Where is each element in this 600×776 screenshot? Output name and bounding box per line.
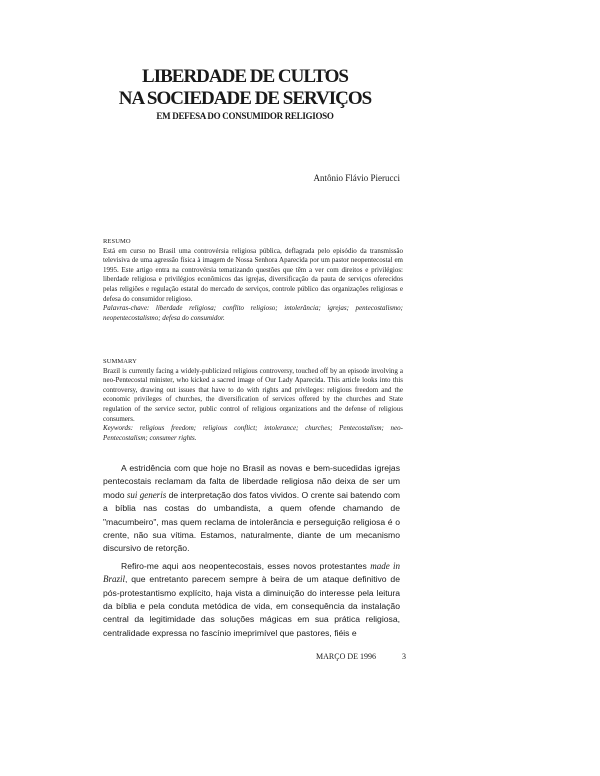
body-p1-end: de interpretação dos fatos vividos. O crente sai batendo com a bíblia nas costas do umbandista, a quem ofende chamando de "macumbeiro", mas quem reclama de intolerância e perseguição religiosa é o crente, não sua vítima. Estamos, naturalmente, diante de um mecanismo discursivo de retorção. [103, 489, 401, 554]
article-title-line-2: NA SOCIEDADE DE SERVIÇOS [118, 88, 372, 109]
article-body [103, 462, 400, 644]
summary-label: SUMMARY [103, 358, 137, 365]
article-title-line-1: LIBERDADE DE CULTOS [142, 66, 348, 87]
body-p2-end: , que entretanto parecem sempre à beira de um ataque definitivo de pós-protestantismo explícito, haja vista a diminuição do interesse pela leitura da bíblia e pela conduta metódica de vida, em consequência da instalação central da legitimidade das soluções mágicas em sua prática religiosa, centralidade expressa no fascínio imeprimível que pastores, fiéis e [103, 574, 400, 638]
body-p2-italic: made in Brazil [103, 560, 401, 585]
article-subtitle: EM DEFESA DO CONSUMIDOR RELIGIOSO [156, 111, 334, 121]
resumo-text: Está em curso no Brasil uma controvérsia religiosa pública, deflagrada pelo episódio da transmissão televisiva de uma agressão física à imagem de Nossa Senhora Aparecida por um pastor neopentecostal em 1995. Este artigo entra na controvérsia tematizando questões que têm a ver com direitos e privilégios: liberdade religiosa e privilégios econômicos das igrejas, diversificação da pauta de serviços oferecidos pelas religiões e regulação estatal do mercado de serviços, controle público das organizações religiosas e defesa do consumidor religioso. [103, 246, 403, 303]
author-name: Antônio Flávio Pierucci [313, 173, 400, 183]
body-p2-start: Refiro-me aqui aos neopentecostais, esses novos protestantes [121, 560, 371, 571]
summary-text: Brazil is currently facing a widely-publicized religious controversy, touched off by an episode involving a neo-Pentecostal minister, who kicked a sacred image of Our Lady Aparecida. This article looks into this controversy, drawing out issues that have to do with rights and privileges: religious freedom and the economic privileges of churches, the diversification of services offered by the churches and State regulation of the service sector, public control of religious organizations and the defense of religious consumers. [103, 366, 403, 423]
page-footer [316, 652, 406, 661]
summary-section [103, 357, 403, 443]
body-p1-italic: sui generis [126, 489, 167, 500]
page-number: 3 [402, 652, 407, 661]
body-p1-start: A estridência com que hoje no Brasil as novas e bem-sucedidas igrejas pentecostais reclamam da falta de liberdade religiosa não deixa de ser um modo [103, 463, 400, 500]
resumo-label: RESUMO [103, 238, 131, 245]
resumo-keywords: Palavras-chave: liberdade religiosa; conflito religioso; intolerância; igrejas; pentecostalismo; neopentecostalismo; defesa do consumidor. [103, 304, 403, 322]
resumo-section [103, 237, 403, 323]
body-paragraph-1 [103, 462, 400, 556]
body-paragraph-2 [103, 560, 400, 640]
summary-keywords: Keywords: religious freedom; religious conflict; intolerance; churches; Pentecostalism; neo-Pentecostalism; consumer rights. [103, 424, 403, 442]
footer-date: MARÇO DE 1996 [316, 652, 377, 661]
